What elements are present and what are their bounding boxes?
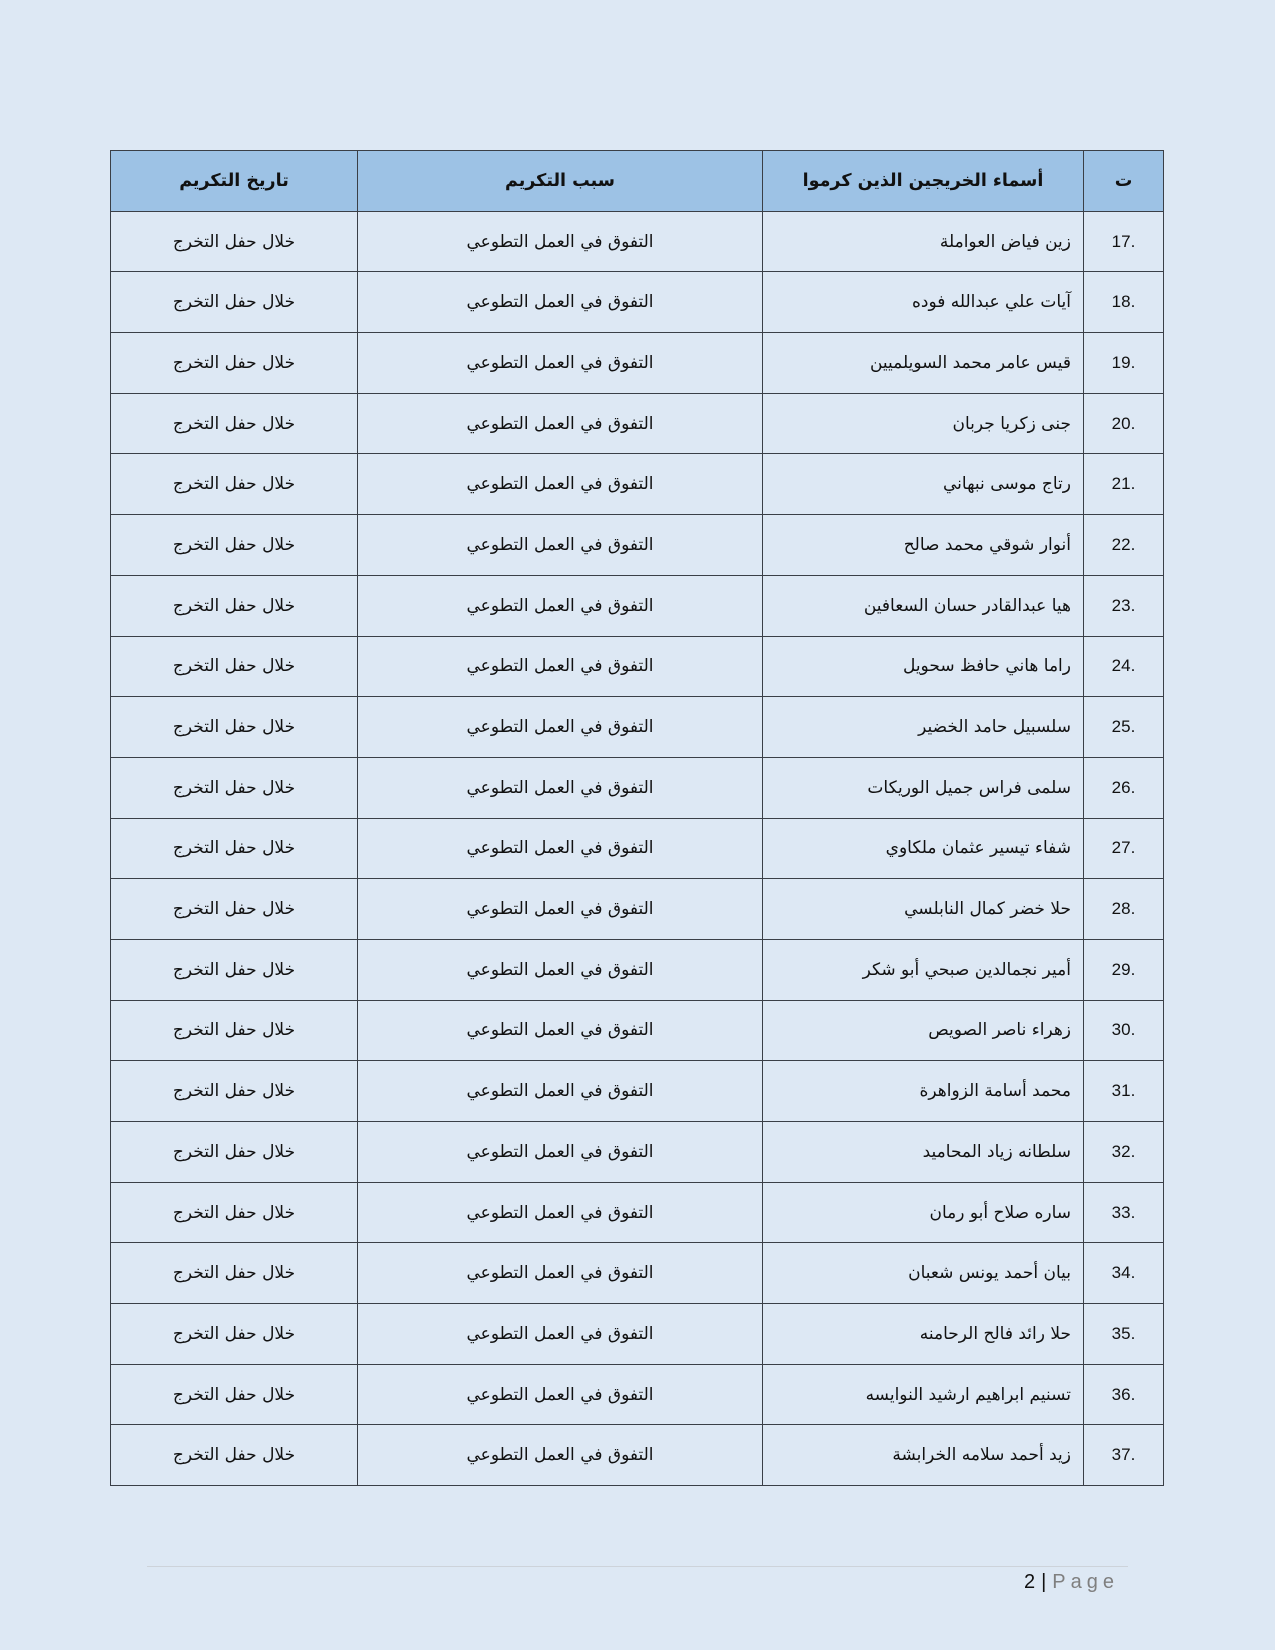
- graduate-name: قيس عامر محمد السويلميين: [763, 333, 1084, 394]
- table-row: [111, 757, 1164, 818]
- honor-reason: التفوق في العمل التطوعي: [358, 1243, 763, 1304]
- row-number: 19.: [1084, 333, 1164, 394]
- honor-date: خلال حفل التخرج: [111, 879, 358, 940]
- honor-date: خلال حفل التخرج: [111, 818, 358, 879]
- honor-date: خلال حفل التخرج: [111, 333, 358, 394]
- table-row: [111, 1304, 1164, 1365]
- honor-reason: التفوق في العمل التطوعي: [358, 454, 763, 515]
- row-number: 33.: [1084, 1182, 1164, 1243]
- table-row: [111, 1122, 1164, 1183]
- row-number: 27.: [1084, 818, 1164, 879]
- honor-date: خلال حفل التخرج: [111, 697, 358, 758]
- graduate-name: سلمى فراس جميل الوريكات: [763, 757, 1084, 818]
- honor-reason: التفوق في العمل التطوعي: [358, 1182, 763, 1243]
- honor-date: خلال حفل التخرج: [111, 1061, 358, 1122]
- honor-reason: التفوق في العمل التطوعي: [358, 1364, 763, 1425]
- honor-reason: التفوق في العمل التطوعي: [358, 1304, 763, 1365]
- honor-reason: التفوق في العمل التطوعي: [358, 757, 763, 818]
- honor-date: خلال حفل التخرج: [111, 393, 358, 454]
- table-row: [111, 393, 1164, 454]
- header-name: أسماء الخريجين الذين كرموا: [763, 151, 1084, 212]
- honor-date: خلال حفل التخرج: [111, 575, 358, 636]
- page-number: 2: [1023, 1571, 1036, 1593]
- honor-date: خلال حفل التخرج: [111, 211, 358, 272]
- honor-date: خلال حفل التخرج: [111, 1364, 358, 1425]
- honor-reason: التفوق في العمل التطوعي: [358, 939, 763, 1000]
- table-row: [111, 1182, 1164, 1243]
- honor-date: خلال حفل التخرج: [111, 636, 358, 697]
- honor-reason: التفوق في العمل التطوعي: [358, 272, 763, 333]
- table-row: [111, 879, 1164, 940]
- honorees-table: [110, 150, 1164, 1486]
- honor-reason: التفوق في العمل التطوعي: [358, 1061, 763, 1122]
- table-body: [111, 211, 1164, 1485]
- table-row: [111, 575, 1164, 636]
- row-number: 31.: [1084, 1061, 1164, 1122]
- graduate-name: آيات علي عبدالله فوده: [763, 272, 1084, 333]
- row-number: 26.: [1084, 757, 1164, 818]
- row-number: 35.: [1084, 1304, 1164, 1365]
- honor-reason: التفوق في العمل التطوعي: [358, 393, 763, 454]
- graduate-name: حلا رائد فالح الرحامنه: [763, 1304, 1084, 1365]
- table-row: [111, 636, 1164, 697]
- table-row: [111, 1000, 1164, 1061]
- honor-date: خلال حفل التخرج: [111, 1243, 358, 1304]
- table-row: [111, 1425, 1164, 1486]
- table-row: [111, 333, 1164, 394]
- honor-date: خلال حفل التخرج: [111, 939, 358, 1000]
- footer-separator: |: [1041, 1571, 1047, 1593]
- footer-divider: [147, 1566, 1128, 1567]
- table-row: [111, 818, 1164, 879]
- honor-reason: التفوق في العمل التطوعي: [358, 818, 763, 879]
- honor-reason: التفوق في العمل التطوعي: [358, 1122, 763, 1183]
- honor-reason: التفوق في العمل التطوعي: [358, 575, 763, 636]
- honor-date: خلال حفل التخرج: [111, 1425, 358, 1486]
- row-number: 21.: [1084, 454, 1164, 515]
- honor-reason: التفوق في العمل التطوعي: [358, 333, 763, 394]
- table-row: [111, 1061, 1164, 1122]
- table-row: [111, 211, 1164, 272]
- honor-date: خلال حفل التخرج: [111, 1000, 358, 1061]
- row-number: 24.: [1084, 636, 1164, 697]
- table-row: [111, 454, 1164, 515]
- graduate-name: شفاء تيسير عثمان ملكاوي: [763, 818, 1084, 879]
- table-row: [111, 272, 1164, 333]
- row-number: 36.: [1084, 1364, 1164, 1425]
- honor-date: خلال حفل التخرج: [111, 1304, 358, 1365]
- header-number: ت: [1084, 151, 1164, 212]
- header-reason: سبب التكريم: [358, 151, 763, 212]
- row-number: 18.: [1084, 272, 1164, 333]
- honor-reason: التفوق في العمل التطوعي: [358, 636, 763, 697]
- graduate-name: زيد أحمد سلامه الخرابشة: [763, 1425, 1084, 1486]
- graduate-name: تسنيم ابراهيم ارشيد النوايسه: [763, 1364, 1084, 1425]
- row-number: 23.: [1084, 575, 1164, 636]
- honor-reason: التفوق في العمل التطوعي: [358, 1425, 763, 1486]
- honor-date: خلال حفل التخرج: [111, 757, 358, 818]
- row-number: 28.: [1084, 879, 1164, 940]
- graduate-name: أنوار شوقي محمد صالح: [763, 515, 1084, 576]
- row-number: 17.: [1084, 211, 1164, 272]
- row-number: 20.: [1084, 393, 1164, 454]
- page-label: Page: [1052, 1571, 1119, 1593]
- honor-date: خلال حفل التخرج: [111, 272, 358, 333]
- table-row: [111, 697, 1164, 758]
- honor-reason: التفوق في العمل التطوعي: [358, 697, 763, 758]
- table-row: [111, 1243, 1164, 1304]
- graduate-name: هيا عبدالقادر حسان السعافين: [763, 575, 1084, 636]
- table-row: [111, 939, 1164, 1000]
- row-number: 37.: [1084, 1425, 1164, 1486]
- graduate-name: زهراء ناصر الصويص: [763, 1000, 1084, 1061]
- honor-reason: التفوق في العمل التطوعي: [358, 515, 763, 576]
- row-number: 22.: [1084, 515, 1164, 576]
- graduate-name: محمد أسامة الزواهرة: [763, 1061, 1084, 1122]
- row-number: 29.: [1084, 939, 1164, 1000]
- row-number: 25.: [1084, 697, 1164, 758]
- graduate-name: رتاج موسى نبهاني: [763, 454, 1084, 515]
- row-number: 32.: [1084, 1122, 1164, 1183]
- graduate-name: سلطانه زياد المحاميد: [763, 1122, 1084, 1183]
- table-row: [111, 1364, 1164, 1425]
- row-number: 30.: [1084, 1000, 1164, 1061]
- graduate-name: بيان أحمد يونس شعبان: [763, 1243, 1084, 1304]
- honor-date: خلال حفل التخرج: [111, 515, 358, 576]
- header-date: تاريخ التكريم: [111, 151, 358, 212]
- honor-date: خلال حفل التخرج: [111, 1182, 358, 1243]
- row-number: 34.: [1084, 1243, 1164, 1304]
- graduate-name: حلا خضر كمال النابلسي: [763, 879, 1084, 940]
- graduate-name: جنى زكريا جربان: [763, 393, 1084, 454]
- graduate-name: زين فياض العواملة: [763, 211, 1084, 272]
- honor-reason: التفوق في العمل التطوعي: [358, 879, 763, 940]
- honor-date: خلال حفل التخرج: [111, 454, 358, 515]
- graduate-name: سلسبيل حامد الخضير: [763, 697, 1084, 758]
- graduate-name: راما هاني حافظ سحويل: [763, 636, 1084, 697]
- honor-date: خلال حفل التخرج: [111, 1122, 358, 1183]
- table-header-row: [111, 151, 1164, 212]
- page-footer: [1024, 1571, 1119, 1594]
- honor-reason: التفوق في العمل التطوعي: [358, 211, 763, 272]
- graduate-name: أمير نجمالدين صبحي أبو شكر: [763, 939, 1084, 1000]
- graduate-name: ساره صلاح أبو رمان: [763, 1182, 1084, 1243]
- table-row: [111, 515, 1164, 576]
- honor-reason: التفوق في العمل التطوعي: [358, 1000, 763, 1061]
